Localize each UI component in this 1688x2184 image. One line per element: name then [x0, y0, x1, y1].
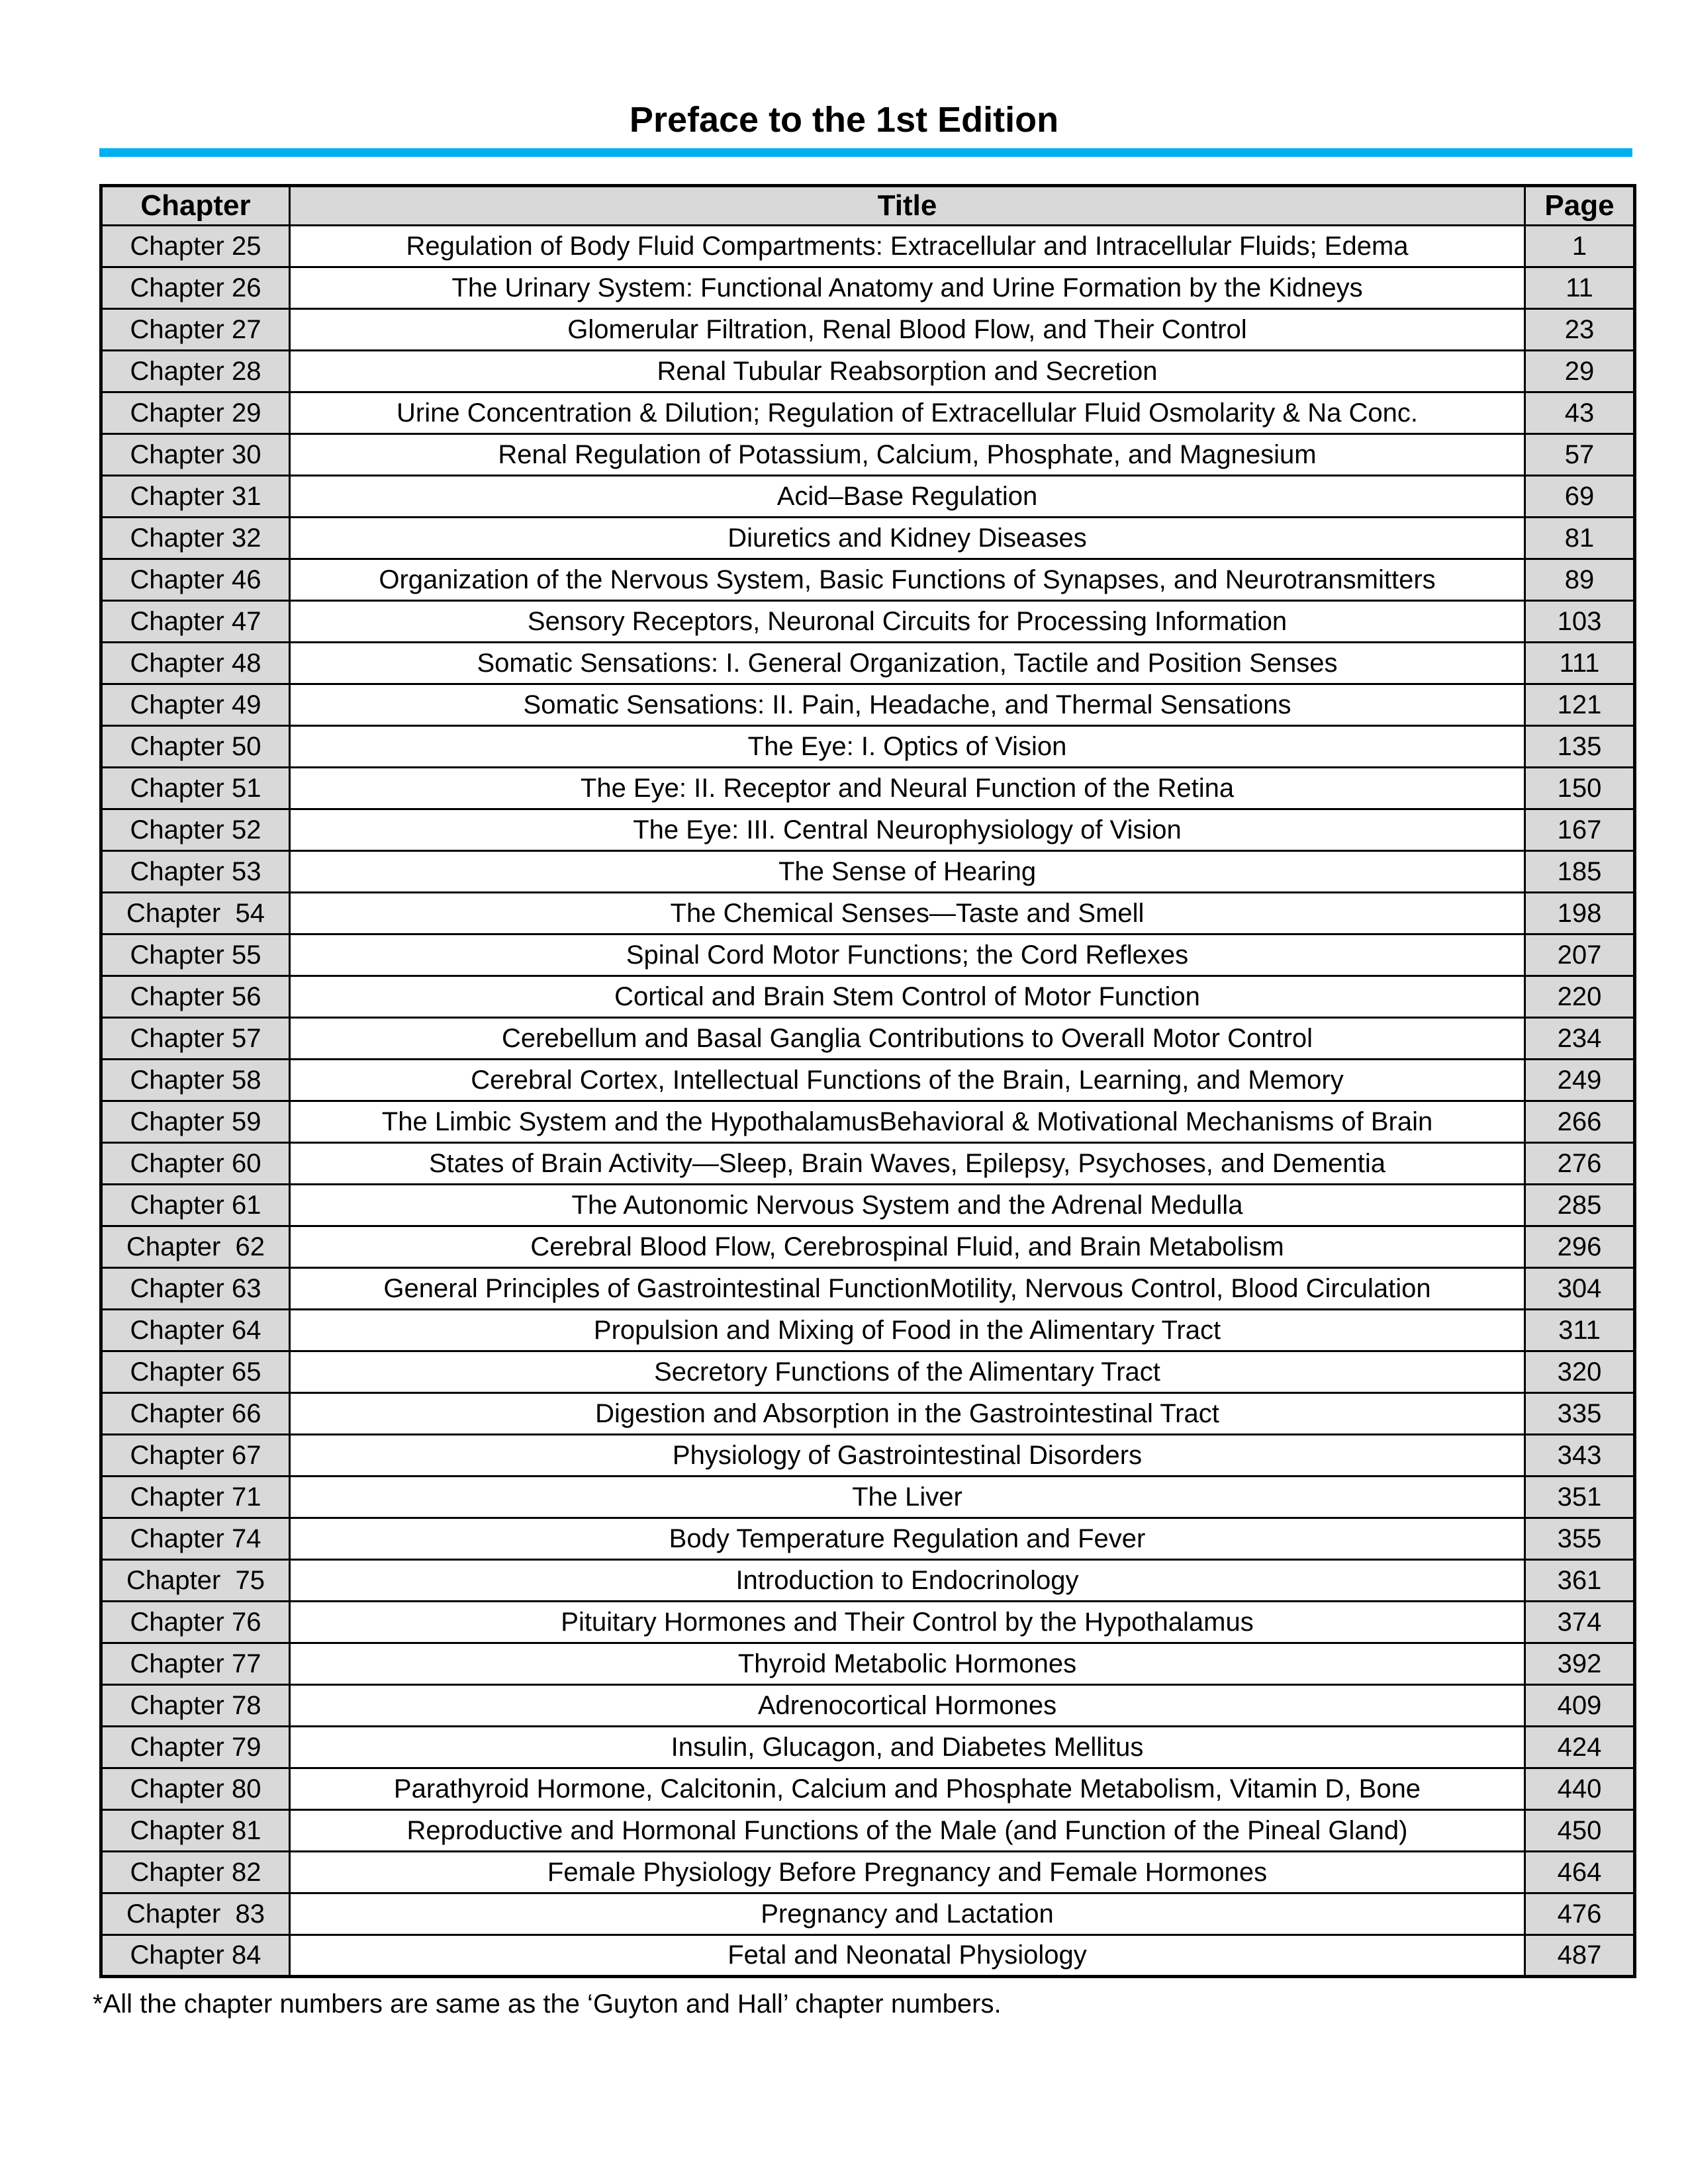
title-cell: Cortical and Brain Stem Control of Motor Function — [290, 976, 1525, 1018]
page-number-cell: 103 — [1525, 601, 1635, 643]
title-cell: Pregnancy and Lactation — [290, 1893, 1525, 1935]
title-cell: Parathyroid Hormone, Calcitonin, Calcium and Phosphate Metabolism, Vitamin D, Bone — [290, 1768, 1525, 1810]
table-row — [101, 601, 1635, 643]
chapter-cell: Chapter 61 — [101, 1185, 290, 1226]
title-cell: Sensory Receptors, Neuronal Circuits for Processing Information — [290, 601, 1525, 643]
chapter-index-table — [99, 184, 1636, 1978]
title-cell: Physiology of Gastrointestinal Disorders — [290, 1435, 1525, 1477]
table-row — [101, 1477, 1635, 1518]
table-row — [101, 559, 1635, 601]
chapter-cell: Chapter 75 — [101, 1560, 290, 1602]
page-number-cell: 185 — [1525, 851, 1635, 893]
page-number-cell: 207 — [1525, 934, 1635, 976]
chapter-cell: Chapter 32 — [101, 518, 290, 559]
table-row — [101, 768, 1635, 809]
table-row — [101, 1435, 1635, 1477]
chapter-cell: Chapter 47 — [101, 601, 290, 643]
chapter-cell: Chapter 51 — [101, 768, 290, 809]
page-title: Preface to the 1st Edition — [629, 100, 1059, 140]
table-row — [101, 1685, 1635, 1727]
page-number-cell: 355 — [1525, 1518, 1635, 1560]
page-number-cell: 57 — [1525, 434, 1635, 476]
column-header-title: Title — [290, 186, 1525, 226]
chapter-cell: Chapter 82 — [101, 1852, 290, 1893]
page-number-cell: 81 — [1525, 518, 1635, 559]
page-number-cell: 220 — [1525, 976, 1635, 1018]
page-number-cell: 121 — [1525, 684, 1635, 726]
page-number-cell: 311 — [1525, 1310, 1635, 1351]
chapter-cell: Chapter 81 — [101, 1810, 290, 1852]
table-row — [101, 1852, 1635, 1893]
table-row — [101, 1185, 1635, 1226]
page-number-cell: 335 — [1525, 1393, 1635, 1435]
chapter-cell: Chapter 52 — [101, 809, 290, 851]
chapter-cell: Chapter 66 — [101, 1393, 290, 1435]
chapter-cell: Chapter 58 — [101, 1060, 290, 1101]
title-cell: Renal Regulation of Potassium, Calcium, Phosphate, and Magnesium — [290, 434, 1525, 476]
chapter-cell: Chapter 31 — [101, 476, 290, 518]
title-cell: The Urinary System: Functional Anatomy and Urine Formation by the Kidneys — [290, 267, 1525, 309]
table-row — [101, 684, 1635, 726]
table-row — [101, 1810, 1635, 1852]
table-row — [101, 809, 1635, 851]
title-cell: The Eye: I. Optics of Vision — [290, 726, 1525, 768]
chapter-cell: Chapter 26 — [101, 267, 290, 309]
title-cell: Thyroid Metabolic Hormones — [290, 1643, 1525, 1685]
page-number-cell: 43 — [1525, 392, 1635, 434]
title-cell: Adrenocortical Hormones — [290, 1685, 1525, 1727]
title-cell: The Sense of Hearing — [290, 851, 1525, 893]
table-row — [101, 1602, 1635, 1643]
chapter-cell: Chapter 65 — [101, 1351, 290, 1393]
table-row — [101, 643, 1635, 684]
title-cell: The Eye: III. Central Neurophysiology of Vision — [290, 809, 1525, 851]
table-row — [101, 226, 1635, 267]
title-cell: Cerebral Blood Flow, Cerebrospinal Fluid, and Brain Metabolism — [290, 1226, 1525, 1268]
table-row — [101, 267, 1635, 309]
title-cell: Cerebellum and Basal Ganglia Contributions to Overall Motor Control — [290, 1018, 1525, 1060]
page-number-cell: 111 — [1525, 643, 1635, 684]
page-number-cell: 343 — [1525, 1435, 1635, 1477]
page-number-cell: 464 — [1525, 1852, 1635, 1893]
column-header-chapter: Chapter — [101, 186, 290, 226]
table-row — [101, 1643, 1635, 1685]
page-number-cell: 424 — [1525, 1727, 1635, 1768]
chapter-cell: Chapter 67 — [101, 1435, 290, 1477]
page-number-cell: 392 — [1525, 1643, 1635, 1685]
page-number-cell: 285 — [1525, 1185, 1635, 1226]
page-number-cell: 440 — [1525, 1768, 1635, 1810]
page-number-cell: 476 — [1525, 1893, 1635, 1935]
chapter-cell: Chapter 53 — [101, 851, 290, 893]
title-cell: Female Physiology Before Pregnancy and Female Hormones — [290, 1852, 1525, 1893]
title-cell: Glomerular Filtration, Renal Blood Flow, and Their Control — [290, 309, 1525, 351]
title-cell: Secretory Functions of the Alimentary Tract — [290, 1351, 1525, 1393]
table-header-row — [101, 186, 1635, 226]
chapter-cell: Chapter 64 — [101, 1310, 290, 1351]
page-number-cell: 320 — [1525, 1351, 1635, 1393]
title-cell: Fetal and Neonatal Physiology — [290, 1935, 1525, 1977]
page-number-cell: 276 — [1525, 1143, 1635, 1185]
table-row — [101, 1101, 1635, 1143]
page-number-cell: 487 — [1525, 1935, 1635, 1977]
page-number-cell: 450 — [1525, 1810, 1635, 1852]
title-cell: States of Brain Activity—Sleep, Brain Waves, Epilepsy, Psychoses, and Dementia — [290, 1143, 1525, 1185]
table-row — [101, 851, 1635, 893]
title-cell: Cerebral Cortex, Intellectual Functions of the Brain, Learning, and Memory — [290, 1060, 1525, 1101]
chapter-cell: Chapter 55 — [101, 934, 290, 976]
table-row — [101, 976, 1635, 1018]
chapter-cell: Chapter 28 — [101, 351, 290, 392]
chapter-cell: Chapter 78 — [101, 1685, 290, 1727]
title-cell: Acid–Base Regulation — [290, 476, 1525, 518]
table-row — [101, 1560, 1635, 1602]
chapter-cell: Chapter 71 — [101, 1477, 290, 1518]
footnote: *All the chapter numbers are same as the ‘Guyton and Hall’ chapter numbers. — [93, 1989, 1002, 2019]
chapter-cell: Chapter 48 — [101, 643, 290, 684]
table-row — [101, 1060, 1635, 1101]
chapter-cell: Chapter 29 — [101, 392, 290, 434]
page-number-cell: 249 — [1525, 1060, 1635, 1101]
title-cell: The Chemical Senses—Taste and Smell — [290, 893, 1525, 934]
chapter-cell: Chapter 59 — [101, 1101, 290, 1143]
table-row — [101, 518, 1635, 559]
chapter-cell: Chapter 80 — [101, 1768, 290, 1810]
chapter-cell: Chapter 57 — [101, 1018, 290, 1060]
table-row — [101, 1768, 1635, 1810]
chapter-cell: Chapter 56 — [101, 976, 290, 1018]
chapter-cell: Chapter 30 — [101, 434, 290, 476]
page-number-cell: 89 — [1525, 559, 1635, 601]
chapter-cell: Chapter 77 — [101, 1643, 290, 1685]
table-row — [101, 1351, 1635, 1393]
page-number-cell: 167 — [1525, 809, 1635, 851]
table-row — [101, 309, 1635, 351]
title-cell: Urine Concentration & Dilution; Regulation of Extracellular Fluid Osmolarity & Na Conc. — [290, 392, 1525, 434]
title-cell: Spinal Cord Motor Functions; the Cord Reflexes — [290, 934, 1525, 976]
chapter-cell: Chapter 63 — [101, 1268, 290, 1310]
chapter-cell: Chapter 46 — [101, 559, 290, 601]
title-cell: Somatic Sensations: I. General Organization, Tactile and Position Senses — [290, 643, 1525, 684]
page-number-cell: 1 — [1525, 226, 1635, 267]
title-cell: Diuretics and Kidney Diseases — [290, 518, 1525, 559]
title-cell: Reproductive and Hormonal Functions of the Male (and Function of the Pineal Gland) — [290, 1810, 1525, 1852]
table-row — [101, 1018, 1635, 1060]
page-number-cell: 374 — [1525, 1602, 1635, 1643]
page-number-cell: 351 — [1525, 1477, 1635, 1518]
chapter-cell: Chapter 49 — [101, 684, 290, 726]
title-cell: Digestion and Absorption in the Gastrointestinal Tract — [290, 1393, 1525, 1435]
column-header-page: Page — [1525, 186, 1635, 226]
chapter-cell: Chapter 74 — [101, 1518, 290, 1560]
chapter-cell: Chapter 79 — [101, 1727, 290, 1768]
table-row — [101, 1727, 1635, 1768]
chapter-cell: Chapter 60 — [101, 1143, 290, 1185]
page-number-cell: 11 — [1525, 267, 1635, 309]
chapter-cell: Chapter 83 — [101, 1893, 290, 1935]
title-cell: Somatic Sensations: II. Pain, Headache, and Thermal Sensations — [290, 684, 1525, 726]
chapter-cell: Chapter 54 — [101, 893, 290, 934]
table-row — [101, 1143, 1635, 1185]
table-row — [101, 392, 1635, 434]
page-number-cell: 69 — [1525, 476, 1635, 518]
title-cell: Pituitary Hormones and Their Control by the Hypothalamus — [290, 1602, 1525, 1643]
page-number-cell: 361 — [1525, 1560, 1635, 1602]
page-number-cell: 234 — [1525, 1018, 1635, 1060]
title-cell: The Eye: II. Receptor and Neural Function of the Retina — [290, 768, 1525, 809]
page-number-cell: 266 — [1525, 1101, 1635, 1143]
title-cell: The Liver — [290, 1477, 1525, 1518]
title-cell: Regulation of Body Fluid Compartments: Extracellular and Intracellular Fluids; Edema — [290, 226, 1525, 267]
title-cell: Body Temperature Regulation and Fever — [290, 1518, 1525, 1560]
page-number-cell: 135 — [1525, 726, 1635, 768]
chapter-cell: Chapter 62 — [101, 1226, 290, 1268]
page-number-cell: 150 — [1525, 768, 1635, 809]
chapter-cell: Chapter 76 — [101, 1602, 290, 1643]
title-cell: Introduction to Endocrinology — [290, 1560, 1525, 1602]
chapter-cell: Chapter 84 — [101, 1935, 290, 1977]
chapter-cell: Chapter 50 — [101, 726, 290, 768]
page-number-cell: 198 — [1525, 893, 1635, 934]
title-cell: The Limbic System and the HypothalamusBehavioral & Motivational Mechanisms of Brain — [290, 1101, 1525, 1143]
title-cell: Insulin, Glucagon, and Diabetes Mellitus — [290, 1727, 1525, 1768]
table-row — [101, 434, 1635, 476]
table-row — [101, 1935, 1635, 1977]
title-cell: The Autonomic Nervous System and the Adrenal Medulla — [290, 1185, 1525, 1226]
title-cell: General Principles of Gastrointestinal FunctionMotility, Nervous Control, Blood Circulation — [290, 1268, 1525, 1310]
chapter-cell: Chapter 27 — [101, 309, 290, 351]
page-number-cell: 296 — [1525, 1226, 1635, 1268]
page-number-cell: 409 — [1525, 1685, 1635, 1727]
table-row — [101, 893, 1635, 934]
title-underline-rule — [99, 148, 1632, 157]
table-row — [101, 1893, 1635, 1935]
page-number-cell: 29 — [1525, 351, 1635, 392]
chapter-cell: Chapter 25 — [101, 226, 290, 267]
title-cell: Organization of the Nervous System, Basic Functions of Synapses, and Neurotransmitters — [290, 559, 1525, 601]
table-row — [101, 1268, 1635, 1310]
title-cell: Renal Tubular Reabsorption and Secretion — [290, 351, 1525, 392]
table-row — [101, 476, 1635, 518]
table-row — [101, 1226, 1635, 1268]
table-row — [101, 934, 1635, 976]
table-row — [101, 726, 1635, 768]
page-number-cell: 23 — [1525, 309, 1635, 351]
table-row — [101, 351, 1635, 392]
page-number-cell: 304 — [1525, 1268, 1635, 1310]
table-row — [101, 1310, 1635, 1351]
table-row — [101, 1518, 1635, 1560]
table-row — [101, 1393, 1635, 1435]
title-cell: Propulsion and Mixing of Food in the Alimentary Tract — [290, 1310, 1525, 1351]
